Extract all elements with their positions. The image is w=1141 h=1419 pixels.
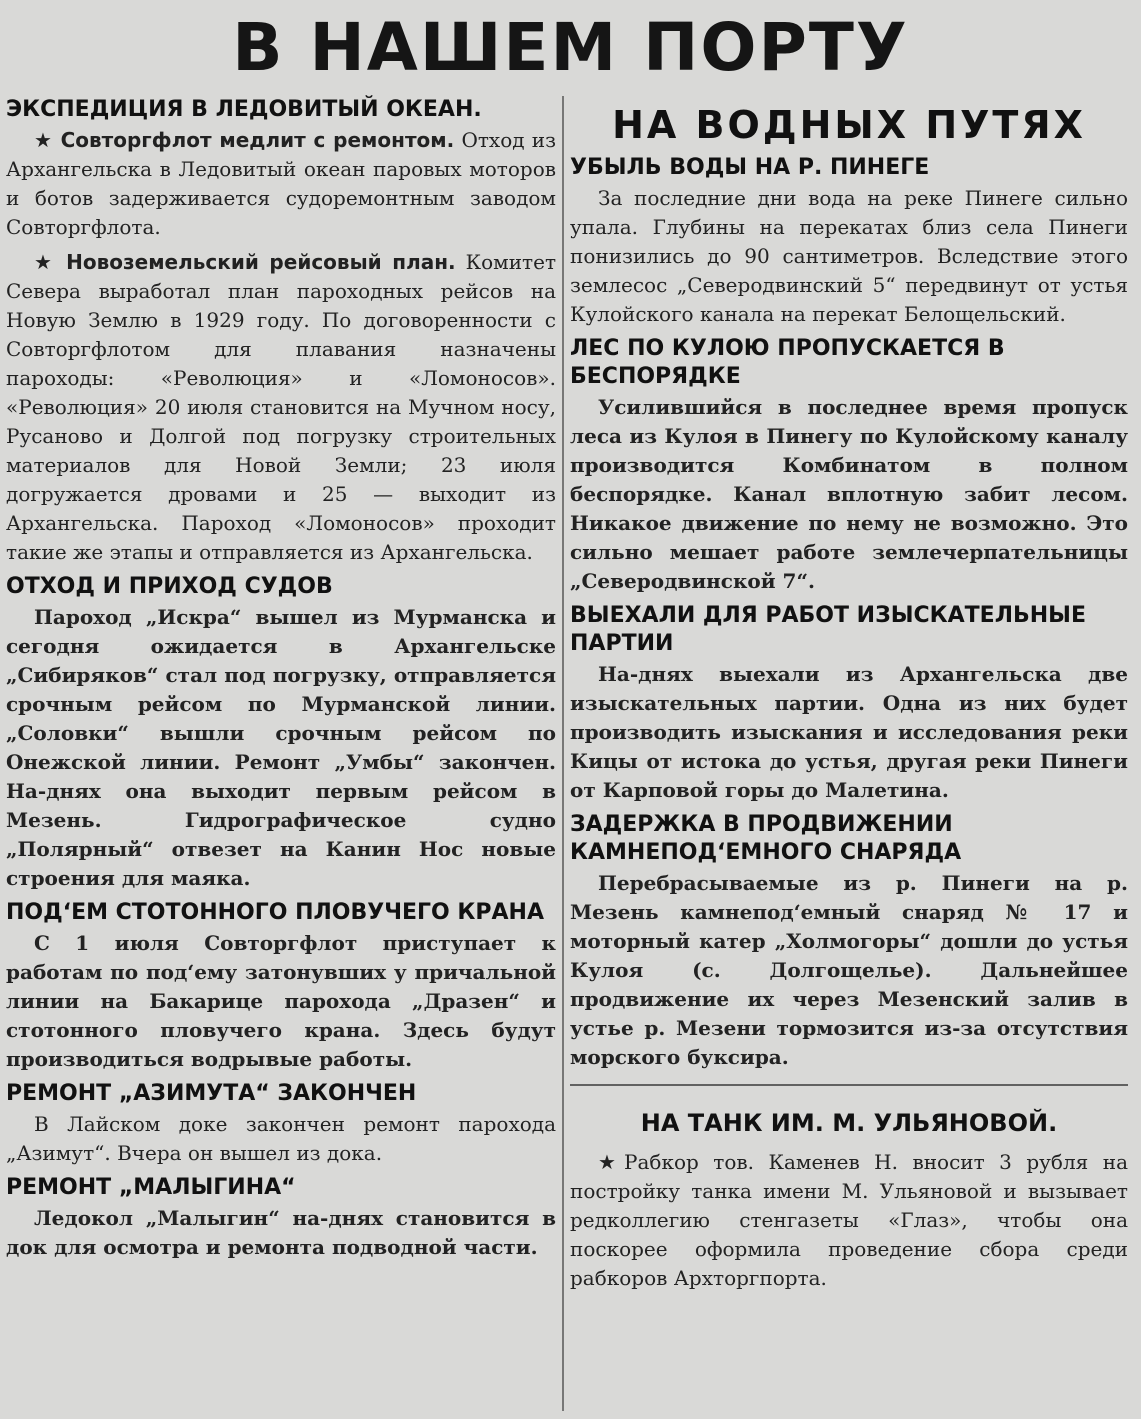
headline-kuloy-timber: ЛЕС ПО КУЛОЮ ПРОПУСКАЕТСЯ В БЕСПОРЯДКЕ (570, 336, 1005, 389)
headline-tank-ulyanova: НА ТАНК ИМ. М. УЛЬЯНОВОЙ. (640, 1109, 1058, 1137)
headline-dredger-delay: ЗАДЕРЖКА В ПРОДВИЖЕНИИ КАМНЕПОД‘ЕМНОГО СНАРЯДА (570, 812, 962, 865)
article-pinega-water: За последние дни вода на реке Пинеге сильно упала. Глубины на перекатах близ села Пинеги понизились до 90 сантиметров. Вследствие этого землесос „Северодвинский 5“ передвинут от устья Кулойского канала на перекат Белощельский. (570, 186, 1128, 326)
section-divider (570, 1084, 1128, 1086)
headline-crane-lift: ПОД‘ЕМ СТОТОННОГО ПЛОВУЧЕГО КРАНА (6, 900, 544, 925)
article-malygin-repair: Ледокол „Малыгин“ на-днях становится в док для осмотра и ремонта подводной части. (6, 1206, 556, 1259)
headline-azimut-repair: РЕМОНТ „АЗИМУТА“ ЗАКОНЧЕН (6, 1081, 417, 1106)
article-lead: ★ Новоземельский рейсовый план. (34, 250, 456, 274)
left-column (6, 96, 556, 1268)
article-dredger-delay: Перебрасываемые из р. Пинеги на р. Мезень камнепод‘емный снаряд № 17 и моторный катер „Холмогоры“ дошли до устья Кулоя (с. Долгощелье). Дальнейшее продвижение их через Мезенский залив в устье р. Мезени тормозится из-за отсутствия морского буксира. (570, 871, 1128, 1069)
article-azimut-repair: В Лайском доке закончен ремонт парохода „Азимут“. Вчера он вышел из дока. (6, 1112, 556, 1165)
headline-pinega-water: УБЫЛЬ ВОДЫ НА Р. ПИНЕГЕ (570, 155, 930, 180)
headline-malygin-repair: РЕМОНТ „МАЛЫГИНА“ (6, 1175, 296, 1200)
article-text: Комитет Севера выработал план пароходных рейсов на Новую Землю в 1929 году. По договоренности с Совторгфлотом для плавания назначены пароходы: «Революция» и «Ломоносов». «Революция» 20 июля становится на Мучном носу, Русаново и Долгой под погрузку строительных материалов для Новой Земли; 23 июля догружается дровами и 25 — выходит из Архангельска. Пароход «Ломоносов» проходит такие же этапы и отправляется из Архангельска. (6, 250, 557, 564)
headline-expedition: ЭКСПЕДИЦИЯ В ЛЕДОВИТЫЙ ОКЕАН. (6, 97, 482, 122)
article-novaya-zemlya-plan (6, 248, 556, 567)
headline-ship-departures: ОТХОД И ПРИХОД СУДОВ (6, 574, 333, 599)
article-lead: ★ Совторгфлот медлит с ремонтом. (34, 128, 455, 152)
article-survey-parties: На-днях выехали из Архангельска две изыскательных партии. Одна из них будет производить изыскания и исследования реки Кицы от истока до устья, другая реки Пинеги от Карповой горы до Малетина. (570, 662, 1128, 802)
article-kuloy-timber: Усилившийся в последнее время пропуск леса из Кулоя в Пинегу по Кулойскому каналу производится Комбинатом в полном беспорядке. Канал вплотную забит лесом. Никакое движение по нему не возможно. Это сильно мешает работе землечерпательницы „Северодвинской 7“. (570, 395, 1128, 593)
article-tank-ulyanova: ★Рабкор тов. Каменев Н. вносит 3 рубля на постройку танка имени М. Ульяновой и вызывает редколлегию стенгазеты «Глаз», чтобы она поскорее оформила проведение сбора среди рабкоров Архторгпорта. (570, 1150, 1128, 1290)
right-column (570, 96, 1128, 1299)
article-crane-lift: С 1 июля Совторгфлот приступает к работам по под‘ему затонувших у причальной линии на Бакарице парохода „Дразен“ и стотонного пловучего крана. Здесь будут производиться водрывые работы. (6, 931, 556, 1071)
article-text: Отход из Архангельска в Ледовитый океан паровых моторов и ботов задерживается судоремонтным заводом Совторгфлота. (6, 128, 557, 239)
masthead-title: В НАШЕМ ПОРТУ (232, 9, 909, 86)
headline-survey-parties: ВЫЕХАЛИ ДЛЯ РАБОТ ИЗЫСКАТЕЛЬНЫЕ ПАРТИИ (570, 603, 1086, 656)
column-divider (562, 96, 564, 1411)
article-ship-departures: Пароход „Искра“ вышел из Мурманска и сегодня ожидается в Архангельске „Сибиряков“ стал под погрузку, отправляется срочным рейсом по Мурманской линии. „Соловки“ вышли срочным рейсом по Онежской линии. Ремонт „Умбы“ закончен. На-днях она выходит первым рейсом в Мезень. Гидрографическое судно „Полярный“ отвезет на Канин Нос новые строения для маяка. (6, 605, 556, 890)
article-expedition-repair (6, 126, 556, 242)
section-title-waterways: НА ВОДНЫХ ПУТЯХ (612, 103, 1086, 147)
